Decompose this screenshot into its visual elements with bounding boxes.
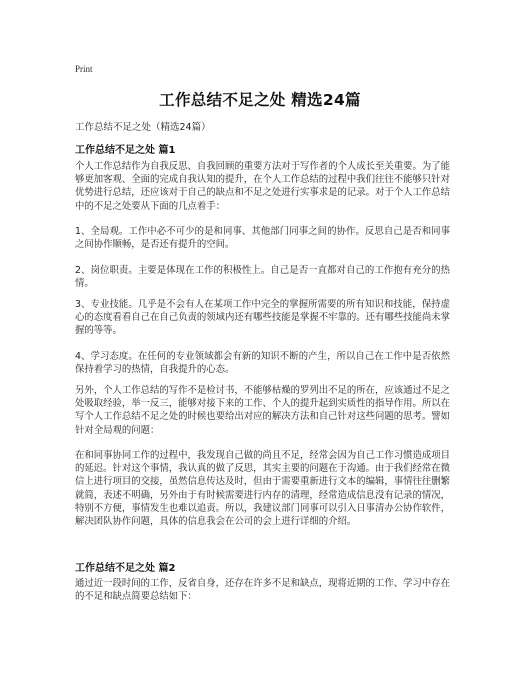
paragraph: 1、全局观。工作中必不可少的是和同事、其他部门同事之间的协作。反思自己是否和同事之间协作顺畅，是否还有提升的空间。 bbox=[75, 226, 450, 251]
paragraph: 个人工作总结作为自我反思、自我回顾的重要方法对于写作者的个人成长至关重要。为了能够更加客观、全面的完成自我认知的提升，在个人工作总结的过程中我们往往不能够只针对优势进行总结，还应该对于自己的缺点和不足之处进行实事求是的记录。对于个人工作总结中的不足之处要从下面的几点着手： bbox=[75, 161, 451, 212]
document-title: 工作总结不足之处 精选24篇 bbox=[159, 91, 361, 109]
paragraph: 在和同事协同工作的过程中，我发现自己做的尚且不足，经常会因为自己工作习惯造成项目的延迟。针对这个事情，我认真的做了反思，其实主要的问题在于沟通。由于我们经常在微信上进行项目的交接，虽然信息传达及时，但由于需要重新进行文本的编辑，事情往往删繁就简，表述不明确，另外由于有时候需要进行内存的清理，经常造成信息没有记录的情况，特别不方便，事情发生也难以追责。所以，我建议部门同事可以引入日事清办公协作软件，解决团队协作问题，具体的信息我会在公司的会上进行详细的介绍。 bbox=[75, 450, 451, 528]
paragraph: 通过近一段时间的工作，反省自身，还存在许多不足和缺点，现将近期的工作、学习中存在的不足和缺点简要总结如下： bbox=[75, 578, 451, 603]
section-heading-2: 工作总结不足之处 篇2 bbox=[75, 563, 176, 574]
section-heading-1: 工作总结不足之处 篇1 bbox=[75, 145, 176, 156]
print-label: Print bbox=[75, 64, 93, 74]
paragraph: 4、学习态度。在任何的专业领域都会有新的知识不断的产生，所以自己在工作中是否依然保持着学习的热情，自我提升的心态。 bbox=[75, 351, 450, 376]
paragraph: 3、专业技能。几乎是不会有人在某项工作中完全的掌握所需要的所有知识和技能，保持虚心的态度看看自己在自己负责的领域内还有哪些技能是掌握不牢靠的。还有哪些技能尚未掌握的等等。 bbox=[75, 299, 451, 337]
paragraph: 2、岗位职责。主要是体现在工作的积极性上。自己是否一直都对自己的工作抱有充分的热情。 bbox=[75, 265, 450, 290]
document-subtitle: 工作总结不足之处（精选24篇） bbox=[75, 122, 211, 133]
paragraph: 另外，个人工作总结的写作不是检讨书，不能够枯燥的罗列出不足的所在，应该通过不足之处吸取经验，举一反三，能够对接下来的工作、个人的提升起到实质性的指导作用。所以在写个人工作总结不足之处的时候也要给出对应的解决方法和自己针对这些问题的思考。譬如针对全局观的问题： bbox=[75, 385, 451, 436]
